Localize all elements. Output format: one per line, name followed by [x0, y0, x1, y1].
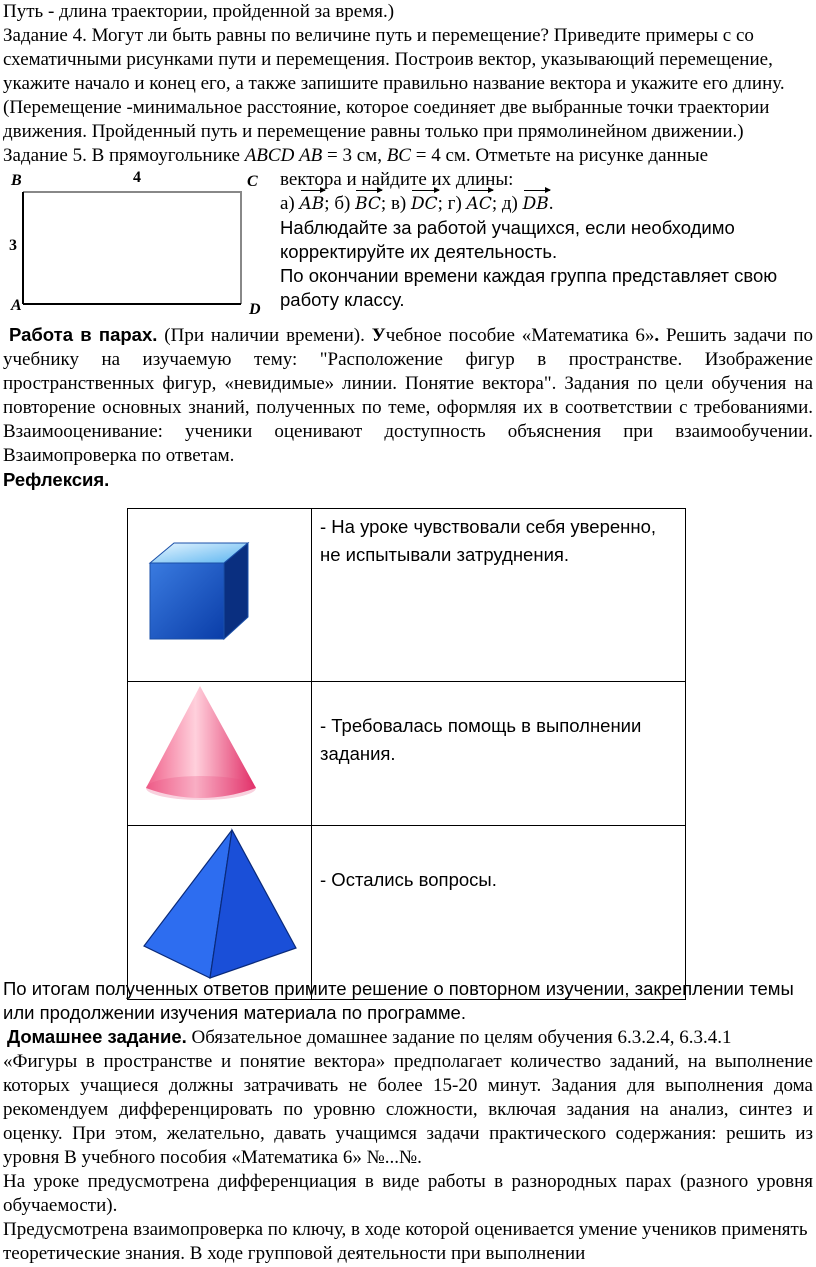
cone-icon	[142, 684, 262, 812]
side-length-label: 3	[9, 237, 17, 254]
vector-item-label: б)	[334, 193, 356, 214]
cube-icon	[146, 539, 256, 643]
vector-separator: ;	[380, 193, 391, 214]
vector-name: AC	[466, 194, 492, 214]
homework-heading: Домашнее задание. Обязательное домашнее задание по целям обучения 6.3.2.4, 6.3.4.1	[7, 1026, 732, 1048]
task5-block	[3, 168, 813, 323]
document-page	[3, 0, 813, 492]
reflection-row	[128, 509, 686, 682]
reflection-text-questions: - Остались вопросы.	[320, 869, 497, 890]
reflection-text-cell	[312, 826, 686, 1000]
task5-right-text	[280, 168, 810, 312]
vertex-a-label: A	[11, 297, 22, 314]
vector-separator: ;	[491, 193, 502, 214]
reflection-text-cell	[312, 509, 686, 682]
present-note: По окончании времени каждая группа представляет свою работу классу.	[280, 265, 778, 310]
vector-name: DC	[411, 194, 438, 214]
vector-item-label: а)	[280, 193, 300, 214]
task5-continuation: вектора и найдите их длины:	[280, 169, 514, 190]
rectangle-top-right-edges	[23, 192, 241, 304]
reflection-text-help: - Требовалась помощь в выполнении задания.	[320, 715, 642, 764]
reflection-shape-cell	[128, 509, 312, 682]
homework-paragraph-3: Предусмотрена взаимопроверка по ключу, в ходе которой оценивается умение учеников применять теоретические знания. В ходе групповой деятельности при выполнении	[3, 1219, 808, 1264]
vertex-b-label: B	[11, 172, 22, 189]
vector-item-label: г)	[447, 193, 467, 214]
pyramid-icon	[142, 828, 302, 988]
homework-paragraph-1: «Фигуры в пространстве и понятие вектора» предполагает количество заданий, на выполнение которых учащиеся должны затрачивать не более 15-20 минут. Задания для выполнения дома рекомендуем дифференцировать по уровню сложности, включая задания на анализ, синтез и оценку. При этом, желательно, давать учащимся задачи практического содержания: решить из уровня В учебного пособия «Математика 6» №...№.	[3, 1051, 813, 1168]
vector-name: AB	[299, 194, 325, 214]
reflection-row	[128, 826, 686, 1000]
vertex-d-label: D	[249, 301, 261, 318]
vector-list	[280, 192, 810, 216]
reflection-title: Рефлексия.	[3, 469, 110, 490]
intro-line: Путь - длина траектории, пройденной за время.)	[3, 1, 395, 22]
vector-item-label: в)	[390, 193, 411, 214]
vector-name: DB	[522, 194, 549, 214]
observe-note: Наблюдайте за работой учащихся, если необходимо корректируйте их деятельность.	[280, 217, 735, 262]
homework-paragraph-2: На уроке предусмотрена дифференциация в виде работы в разнородных парах (разного уровня обучаемости).	[3, 1171, 813, 1216]
rectangle-abcd-svg	[3, 168, 273, 318]
task5-heading: Задание 5. В прямоугольнике ABCD AB = 3 см, BC = 4 см. Отметьте на рисунке данные	[3, 145, 709, 166]
reflection-text-confident: - На уроке чувствовали себя уверенно, не испытывали затруднения.	[320, 516, 657, 565]
vector-separator: ;	[324, 193, 335, 214]
reflection-row	[128, 682, 686, 826]
task4-paragraph: Задание 4. Могут ли быть равны по величине путь и перемещение? Приведите примеры с со схематичными рисунками пути и перемещения. Построив вектор, указывающий перемещение, укажите начало и конец его, а также запишите правильно название вектора и укажите его длину. (Перемещение -минимальное расстояние, которое соединяет две выбранные точки траектории движения. Пройденный путь и перемещение равны только при прямолинейном движении.)	[3, 25, 785, 142]
reflection-shape-cell	[128, 682, 312, 826]
reflection-shape-cell	[128, 826, 312, 1000]
vector-item-label: д)	[501, 193, 523, 214]
pair-work-paragraph: Работа в парах. (При наличии времени). Учебное пособие «Математика 6». Решить задачи по учебнику на изучаемую тему: "Расположение фигур в пространстве. Изображение пространственных фигур, «невидимые» линии. Понятие вектора". Задания по цели обучения на повторение основных знаний, полученных по теме, оформляя их в соответствии с требованиями. Взаимооценивание: ученики оценивают доступность объяснения при взаимообучении. Взаимопроверка по ответам.	[3, 324, 813, 466]
top-length-label: 4	[133, 169, 141, 186]
vector-name: BC	[355, 194, 381, 214]
reflection-text-cell	[312, 682, 686, 826]
vertex-c-label: C	[247, 173, 258, 190]
conclusion-paragraph: По итогам полученных ответов примите решение о повторном изучении, закреплении темы или продолжении изучения материала по программе.	[3, 978, 794, 1023]
reflection-table	[127, 508, 686, 1000]
vector-separator: .	[548, 193, 554, 214]
after-table-section	[3, 977, 813, 1266]
vector-separator: ;	[437, 193, 448, 214]
rectangle-figure	[3, 168, 273, 318]
